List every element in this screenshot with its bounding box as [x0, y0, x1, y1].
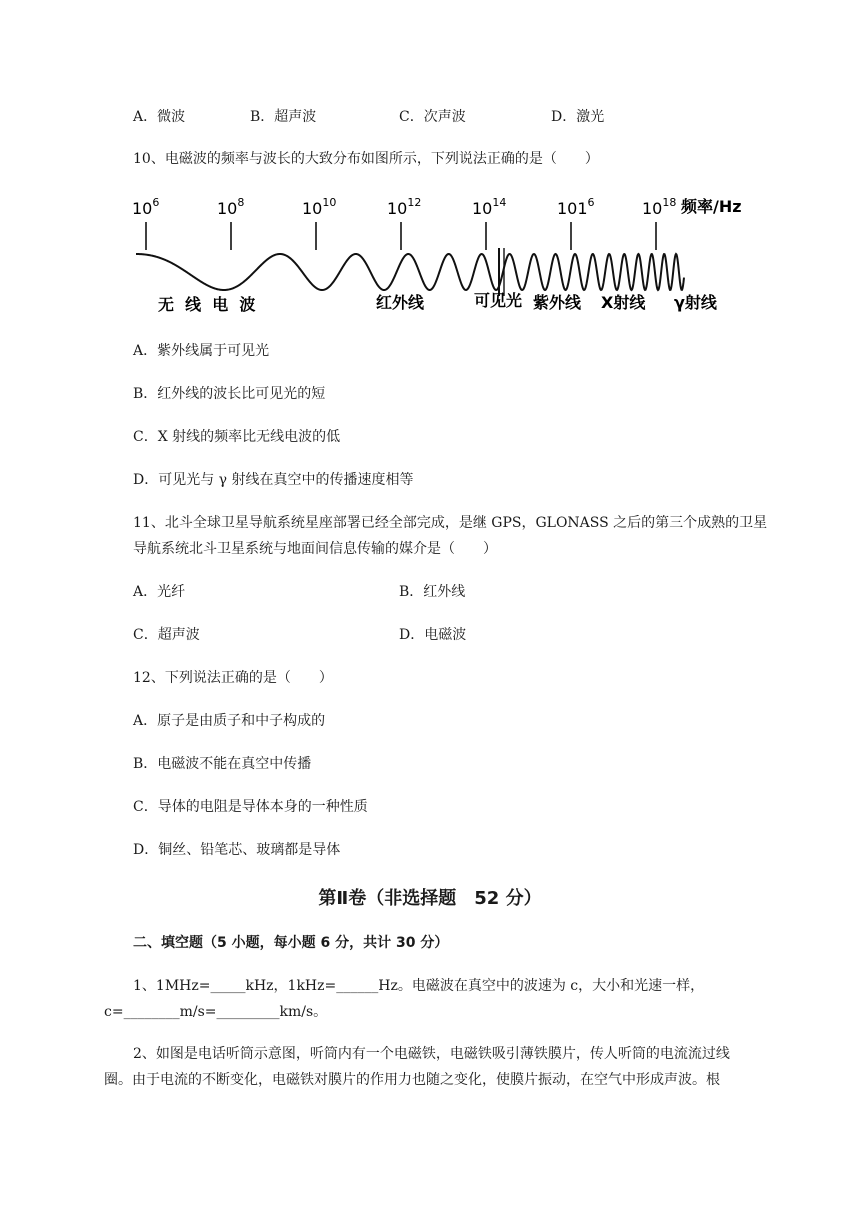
q10-option-a: A．紫外线属于可见光	[133, 343, 270, 359]
q9-option-d: D．激光	[551, 109, 605, 125]
q9-option-c: C．次声波	[399, 109, 466, 125]
band-radio: 无 线 电 波	[158, 295, 256, 314]
band-xray: X射线	[601, 293, 646, 312]
q12-option-b: B．电磁波不能在真空中传播	[133, 756, 312, 772]
frequency-ticks	[132, 196, 742, 250]
tick-1e18	[642, 196, 676, 250]
q9-option-b: B．超声波	[250, 109, 317, 125]
svg-text:1016: $101^6$	[557, 196, 595, 218]
band-infrared: 红外线	[376, 293, 425, 312]
q9-option-a: A．微波	[133, 109, 186, 125]
fill1-line2: c=________m/s=_________km/s。	[104, 1004, 328, 1020]
q12-option-c: C．导体的电阻是导体本身的一种性质	[133, 799, 368, 815]
q11-option-c: C．超声波	[133, 627, 200, 643]
tick-1e8	[217, 196, 244, 250]
q11-stem-line1: 11、北斗全球卫星导航系统星座部署已经全部完成，是继 GPS，GLONASS 之后的第三个成熟的卫星	[133, 515, 768, 531]
svg-text:1012: $10^{12}$	[387, 196, 422, 218]
q11-stem-line2: 导航系统北斗卫星系统与地面间信息传输的媒介是（ ）	[133, 541, 497, 557]
tick-1e10	[302, 196, 336, 250]
q10-option-c: C．X 射线的频率比无线电波的低	[133, 429, 341, 445]
tick-1e14	[472, 196, 506, 250]
tick-1e6	[132, 196, 159, 250]
svg-text:1010: $10^{10}$	[302, 196, 337, 218]
band-gamma: γ射线	[674, 293, 717, 312]
section-title: 第Ⅱ卷（非选择题 52 分）	[318, 888, 542, 909]
band-visible: 可见光	[474, 291, 523, 310]
q10-stem: 10、电磁波的频率与波长的大致分布如图所示，下列说法正确的是（ ）	[133, 151, 599, 167]
section-subtitle: 二、填空题（5 小题，每小题 6 分，共计 30 分）	[133, 935, 449, 951]
q10-option-d: D．可见光与 γ 射线在真空中的传播速度相等	[133, 472, 414, 488]
wave-curve	[136, 254, 684, 290]
q11-option-a: A．光纤	[133, 584, 186, 600]
svg-text:106: $10^6$	[132, 196, 160, 218]
tick-1e16	[557, 196, 595, 250]
band-labels	[158, 291, 718, 314]
q12-option-d: D．铜丝、铅笔芯、玻璃都是导体	[133, 842, 341, 858]
fill2-line1: 2、如图是电话听筒示意图，听筒内有一个电磁铁，电磁铁吸引薄铁膜片，传人听筒的电流流过线	[133, 1046, 730, 1062]
q12-stem: 12、下列说法正确的是（ ）	[133, 670, 333, 686]
axis-label: 频率/Hz	[681, 197, 742, 216]
band-uv: 紫外线	[533, 293, 582, 312]
svg-text:1018: $10^{18}$	[642, 196, 677, 218]
q12-option-a: A．原子是由质子和中子构成的	[133, 713, 326, 729]
q10-option-b: B．红外线的波长比可见光的短	[133, 386, 326, 402]
svg-text:108: $10^8$	[217, 196, 245, 218]
q11-option-b: B．红外线	[399, 584, 466, 600]
em-spectrum-diagram	[128, 188, 768, 320]
fill1-line1: 1、1MHz=_____kHz，1kHz=______Hz。电磁波在真空中的波速为 c，大小和光速一样，	[133, 978, 705, 994]
q11-option-d: D．电磁波	[399, 627, 467, 643]
fill2-line2: 圈。由于电流的不断变化，电磁铁对膜片的作用力也随之变化，使膜片振动，在空气中形成声波。根	[104, 1072, 720, 1088]
tick-1e12	[387, 196, 421, 250]
svg-text:1014: $10^{14}$	[472, 196, 507, 218]
